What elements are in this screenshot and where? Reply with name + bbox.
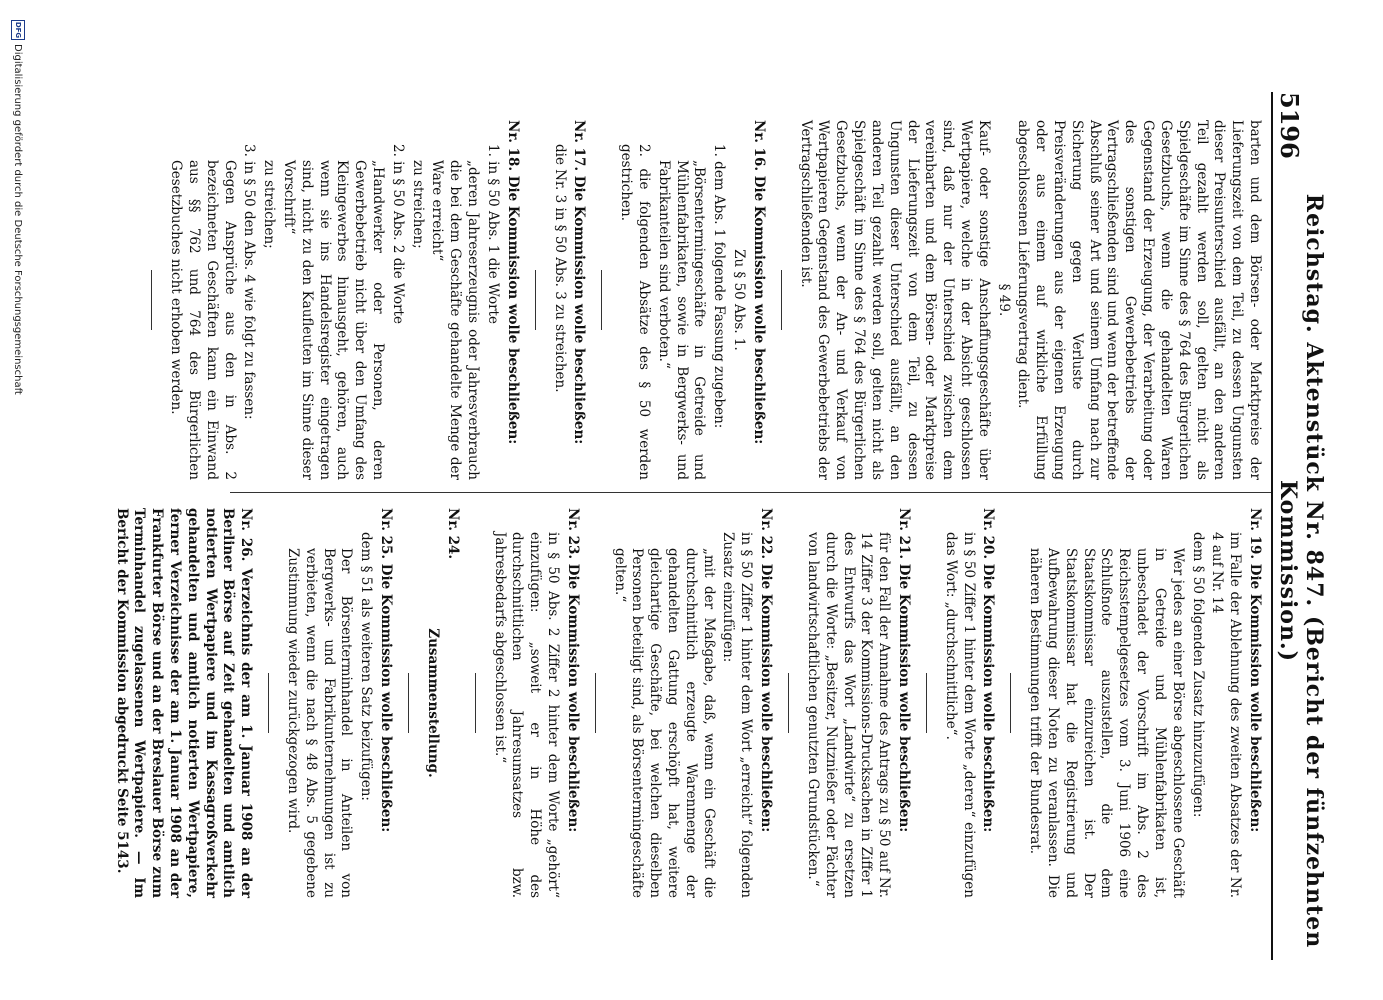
quote: „deren Jahreserzeugnis oder Jahresverbrauch die bei dem Geschäfte gehandelte Menge der Ware erreicht“: [429, 160, 482, 480]
paragraph: zu streichen;: [409, 160, 426, 249]
separator: [781, 270, 782, 330]
list-item: 1. dem Abs. 1 folgende Fassung zugeben:: [711, 144, 728, 429]
paragraph: in § 50 Ziffer 1 hinter dem Worte „deren“ einzufügen das Wort: „durchschnittliche“.: [942, 532, 977, 898]
paragraph: Kauf- oder sonstige Anschaffungsgeschäfte über Wertpapiere, welche in der Absicht geschlossen sind, daß nur der Unterschied zwischen dem vereinbarten und dem Börsen- oder Marktpreise der Lieferungszeit von dem Teil, zu dessen Ungunsten dieser Unterschied ausfällt, an den anderen Teil gezahlt werden soll, gelten nicht als Spielgeschäft im Sinne des § 764 des Bürgerlichen Gesetzbuchs, wenn der An- und Verkauf von Wertpapieren Gegenstand des Gewerbebetriebs der Vertragschließenden ist.: [797, 120, 992, 480]
separator: [788, 673, 789, 733]
paragraph: dem § 51 als weiteren Satz beizufügen:: [358, 532, 375, 801]
quote: Gegen Ansprüche aus den in Abs. 2 bezeichneten Geschäften kann ein Einwand aus §§ 762 und 764 des Bürgerlichen Gesetzbuches nicht erhoben werden.: [168, 160, 238, 480]
paragraph: barten und dem Börsen- oder Marktpreise der Lieferungszeit von dem Teil, zu dessen Ungunsten dieser Preisunterschied ausfällt, an den anderen Teil gezahlt werden soll, gelten nicht als Spielgeschäfte im Sinne des § 764 des Bürgerlichen Gesetzbuchs, wenn die gehandelten Waren Gegenstand der Erzeugung, der Verarbeitung oder des sonstigen Gewerbebetriebs der Vertragschließenden sind und wenn der betreffende Abschluß seiner Art und seinem Umfang nach zur Sicherung gegen Verluste durch Preisveränderungen aus der eigenen Erzeugung oder aus einem auf wirkliche Erfüllung abgeschlossenen Lieferungsvertrag dient.: [1015, 120, 1263, 480]
paragraph: in § 50 Ziffer 1 hinter dem Wort „erreicht“ folgenden Zusatz einzufügen:: [720, 532, 755, 898]
dfg-logo-icon: DFG: [11, 20, 25, 40]
list-item: 2. in § 50 Abs. 2 die Worte: [389, 144, 406, 324]
left-column: [137, 120, 1263, 480]
section-title: Zusammenstellung.: [424, 628, 441, 778]
right-column: [110, 508, 1263, 898]
separator: [151, 270, 152, 330]
separator: [595, 673, 596, 733]
motion-heading: Nr. 17. Die Kommission wolle beschließen:: [571, 120, 588, 445]
quote: „Börsentermingeschäfte in Getreide und Mühlenfabrikaten, sowie in Bergwerks- und Fabrikanteilen sind verboten.“: [655, 160, 708, 480]
motion-heading: Nr. 22. Die Kommission wolle beschließen:: [758, 508, 775, 833]
motion-heading: Nr. 20. Die Kommission wolle beschließen:: [980, 508, 997, 833]
quote: Der Börsenterminhandel in Anteilen von Bergwerks- und Fabrikunternehmungen ist zu verbieten, wenn die nach § 48 Abs. 5 gegebene Zustimmung wieder zurückgezogen wird.: [285, 548, 355, 898]
list-item: 3. in § 50 den Abs. 4 wie folgt zu fassen:: [241, 144, 258, 420]
page-number: 5196: [1275, 92, 1304, 159]
footer: [11, 20, 25, 395]
list-item: 1. in § 50 Abs. 1 die Worte: [484, 144, 501, 324]
motion-heading: Nr. 25. Die Kommission wolle beschließen:: [378, 508, 395, 833]
section-heading: Zu § 50 Abs. 1.: [731, 249, 748, 351]
header-rule: [1271, 92, 1273, 960]
footer-credit: Digitalisierung gefördert durch die Deutsche Forschungsgemeinschaft: [12, 44, 24, 395]
paragraph: für den Fall der Annahme des Antrags zu § 50 auf Nr. 14 Ziffer 3 der Kommissions-Drucksachen in Ziffer 1 des Entwurfs das Wort „Landwirte“ zu ersetzen durch die Worte: „Besitzer, Nutznießer oder Pächter von landwirtschaftlichen genutzten Grundstücken.“: [804, 532, 893, 898]
separator: [601, 270, 602, 330]
quote: „Handwerker oder Personen, deren Gewerbebetrieb nicht über den Umfang des Kleingewerbes hinausgeht, gehören, auch wenn sie ins Handelsregister eingetragen sind, nicht zu den Kaufleuten im Sinne dieser Vorschrift“: [281, 160, 387, 480]
quote: „mit der Maßgabe, daß, wenn ein Geschäft die durchschnittlich erzeugte Warenmenge der gehandelten Gattung erschöpft hat, weitere gleichartige Geschäfte, bei welchen dieselben Personen beteiligt sind, als Börsentermingeschäfte gelten.“: [611, 548, 717, 898]
paragraph: im Falle der Ablehnung des zweiten Absatzes der Nr. 4 auf Nr. 14: [1209, 532, 1244, 898]
column-divider: [230, 492, 1271, 493]
motion-heading: Nr. 21. Die Kommission wolle beschließen:: [896, 508, 912, 833]
paragraph: zu streichen;: [261, 160, 278, 249]
separator: [535, 270, 536, 330]
paragraph: dem § 50 folgenden Zusatz hinzuzufügen:: [1189, 532, 1206, 818]
list-item: 2. die folgenden Absätze des § 50 werden gestrichen.: [618, 144, 652, 480]
motion-heading: Nr. 24.: [444, 508, 461, 560]
motion-heading: Nr. 18. Die Kommission wolle beschließen:: [504, 120, 521, 445]
paragraph: in § 50 Abs. 2 Ziffer 2 hinter dem Worte „gehört“ einzufügen: „soweit er in Höhe des durchschnittlichen Jahresumsatzes bzw. Jahresbedarfs abgeschlossen ist.“: [491, 532, 561, 898]
separator: [268, 673, 269, 733]
separator: [475, 673, 476, 733]
motion-heading: Nr. 23. Die Kommission wolle beschließen:: [564, 508, 581, 833]
page-title: Reichstag. Aktenstück Nr. 847. (Bericht der fünfzehnten Kommission.): [1275, 193, 1327, 949]
separator: [408, 673, 409, 733]
paragraph: die Nr. 3 in § 50 Abs. 3 zu streichen.: [551, 144, 568, 393]
list-note: Nr. 26. Verzeichnis der am 1. Januar 1908 an der Berliner Börse auf Zeit gehandelten und amtlich notierten Wertpapiere und im Kassagroßverkehr gehandelten und amtlich notierten Wertpapiere, ferner Verzeichnisse der am 1. Januar 1908 an der Frankfurter Börse und an der Breslauer Börse zum Terminhandel zugelassenen Wertpapiere. — Im Bericht der Kommission abgedruckt Seite 5143.: [113, 508, 255, 898]
section-heading: § 49.: [995, 283, 1012, 317]
motion-heading: Nr. 16. Die Kommission wolle beschließen:: [750, 120, 767, 445]
quote: Wer jedes an einer Börse abgeschlossene Geschäft in Getreide und Mühlenfabrikaten ist, unbeschadet der Vorschrift im Abs. 2 des Reichsstempelgesetzes vom 3. Juni 1906 eine Schlußnote auszustellen, die dem Staatskommissar einzureichen ist. Der Staatskommissar hat die Registrierung und Aufbewahrung dieser Noten zu veranlassen. Die näheren Bestimmungen trifft der Bundesrat.: [1027, 548, 1186, 898]
separator: [1010, 673, 1011, 733]
page-header: [1275, 92, 1327, 960]
motion-heading: Nr. 19. Die Kommission wolle beschließen:: [1247, 508, 1263, 833]
separator: [926, 673, 927, 733]
